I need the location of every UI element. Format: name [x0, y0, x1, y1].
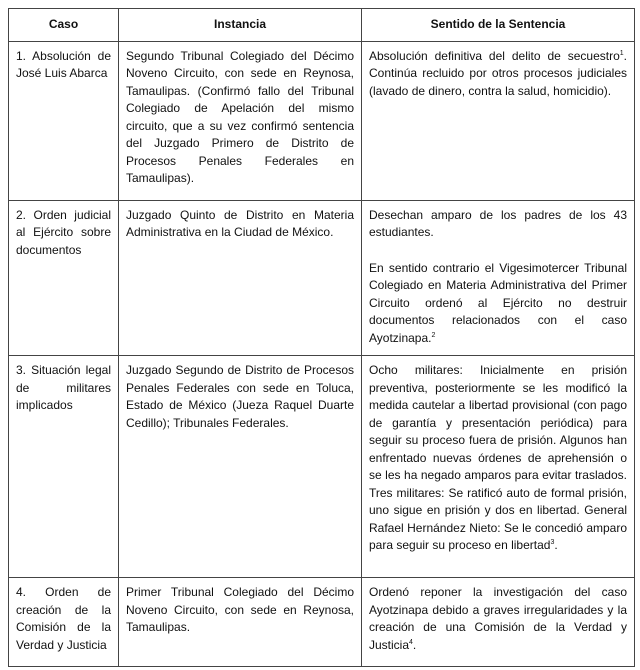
sentido-paragraph: En sentido contrario el Vigesimotercer Tribunal Colegiado en Materia Administrativa del Primer Circuito ordenó al Ejército no destruir documentos relacionados con el caso Ayotzinapa.$^2$ [369, 260, 627, 345]
header-instancia: Instancia [119, 9, 362, 42]
cell-caso: 1. Absolución de José Luis Abarca [9, 41, 119, 200]
footnote-ref[interactable]: 1 [619, 49, 624, 57]
header-row [9, 9, 635, 42]
cell-sentido [362, 356, 635, 578]
sentido-paragraph: Absolución definitiva del delito de secuestro$^1$. Continúa recluido por otros procesos judiciales (lavado de dinero, contra la salud, homicidio). [369, 48, 627, 98]
sentido-paragraph: Ocho militares: Inicialmente en prisión preventiva, posteriormente se les modificó la medida cautelar a libertad provisional (con pago de garantía y presentación periódica) para seguir su proceso fuera de prisión. Algunos han enfrentado nuevas órdenes de aprehensión o se les ha negado amparos para evitar traslados. Tres militares: Se ratificó auto de formal prisión, uno sigue en prisión y dos en libertad. General Rafael Hernández Nieto: Se le concedió amparo para seguir su proceso en libertad$^3$. [369, 363, 627, 552]
cell-sentido [362, 41, 635, 200]
cell-caso: 3. Situación legal de militares implicados [9, 356, 119, 578]
cell-caso: 2. Orden judicial al Ejército sobre documentos [9, 200, 119, 356]
sentido-paragraph: Ordenó reponer la investigación del caso Ayotzinapa debido a graves irregularidades y la creación de una Comisión de la Verdad y Justicia$^4$. [369, 585, 627, 652]
table-row [9, 41, 635, 200]
cell-sentido [362, 578, 635, 667]
footnote-ref[interactable]: 3 [550, 539, 555, 546]
footnote-ref[interactable]: 2 [431, 331, 436, 339]
table-row [9, 200, 635, 356]
cell-sentido [362, 200, 635, 356]
cell-instancia: Juzgado Quinto de Distrito en Materia Administrativa en la Ciudad de México. [119, 200, 362, 356]
cell-caso: 4. Orden de creación de la Comisión de la Verdad y Justicia [9, 578, 119, 667]
cell-instancia: Segundo Tribunal Colegiado del Décimo Noveno Circuito, con sede en Reynosa, Tamaulipas. (Confirmó fallo del Tribunal Colegiado de Apelación del mismo circuito, que a su vez confirmó sentencia del Juzgado Primero de Distrito de Procesos Penales Federales en Tamaulipas). [119, 41, 362, 200]
cell-instancia: Primer Tribunal Colegiado del Décimo Noveno Circuito, con sede en Reynosa, Tamaulipas. [119, 578, 362, 667]
footnote-ref[interactable]: 4 [409, 638, 413, 646]
cases-table [8, 8, 635, 667]
cell-instancia: Juzgado Segundo de Distrito de Procesos Penales Federales con sede en Toluca, Estado de México (Jueza Raquel Duarte Cedillo); Tribunales Federales. [119, 356, 362, 578]
header-caso: Caso [9, 9, 119, 42]
sentido-paragraph: Desechan amparo de los padres de los 43 estudiantes. [369, 207, 627, 239]
table-row [9, 578, 635, 667]
table-row [9, 356, 635, 578]
header-sentido: Sentido de la Sentencia [362, 9, 635, 42]
